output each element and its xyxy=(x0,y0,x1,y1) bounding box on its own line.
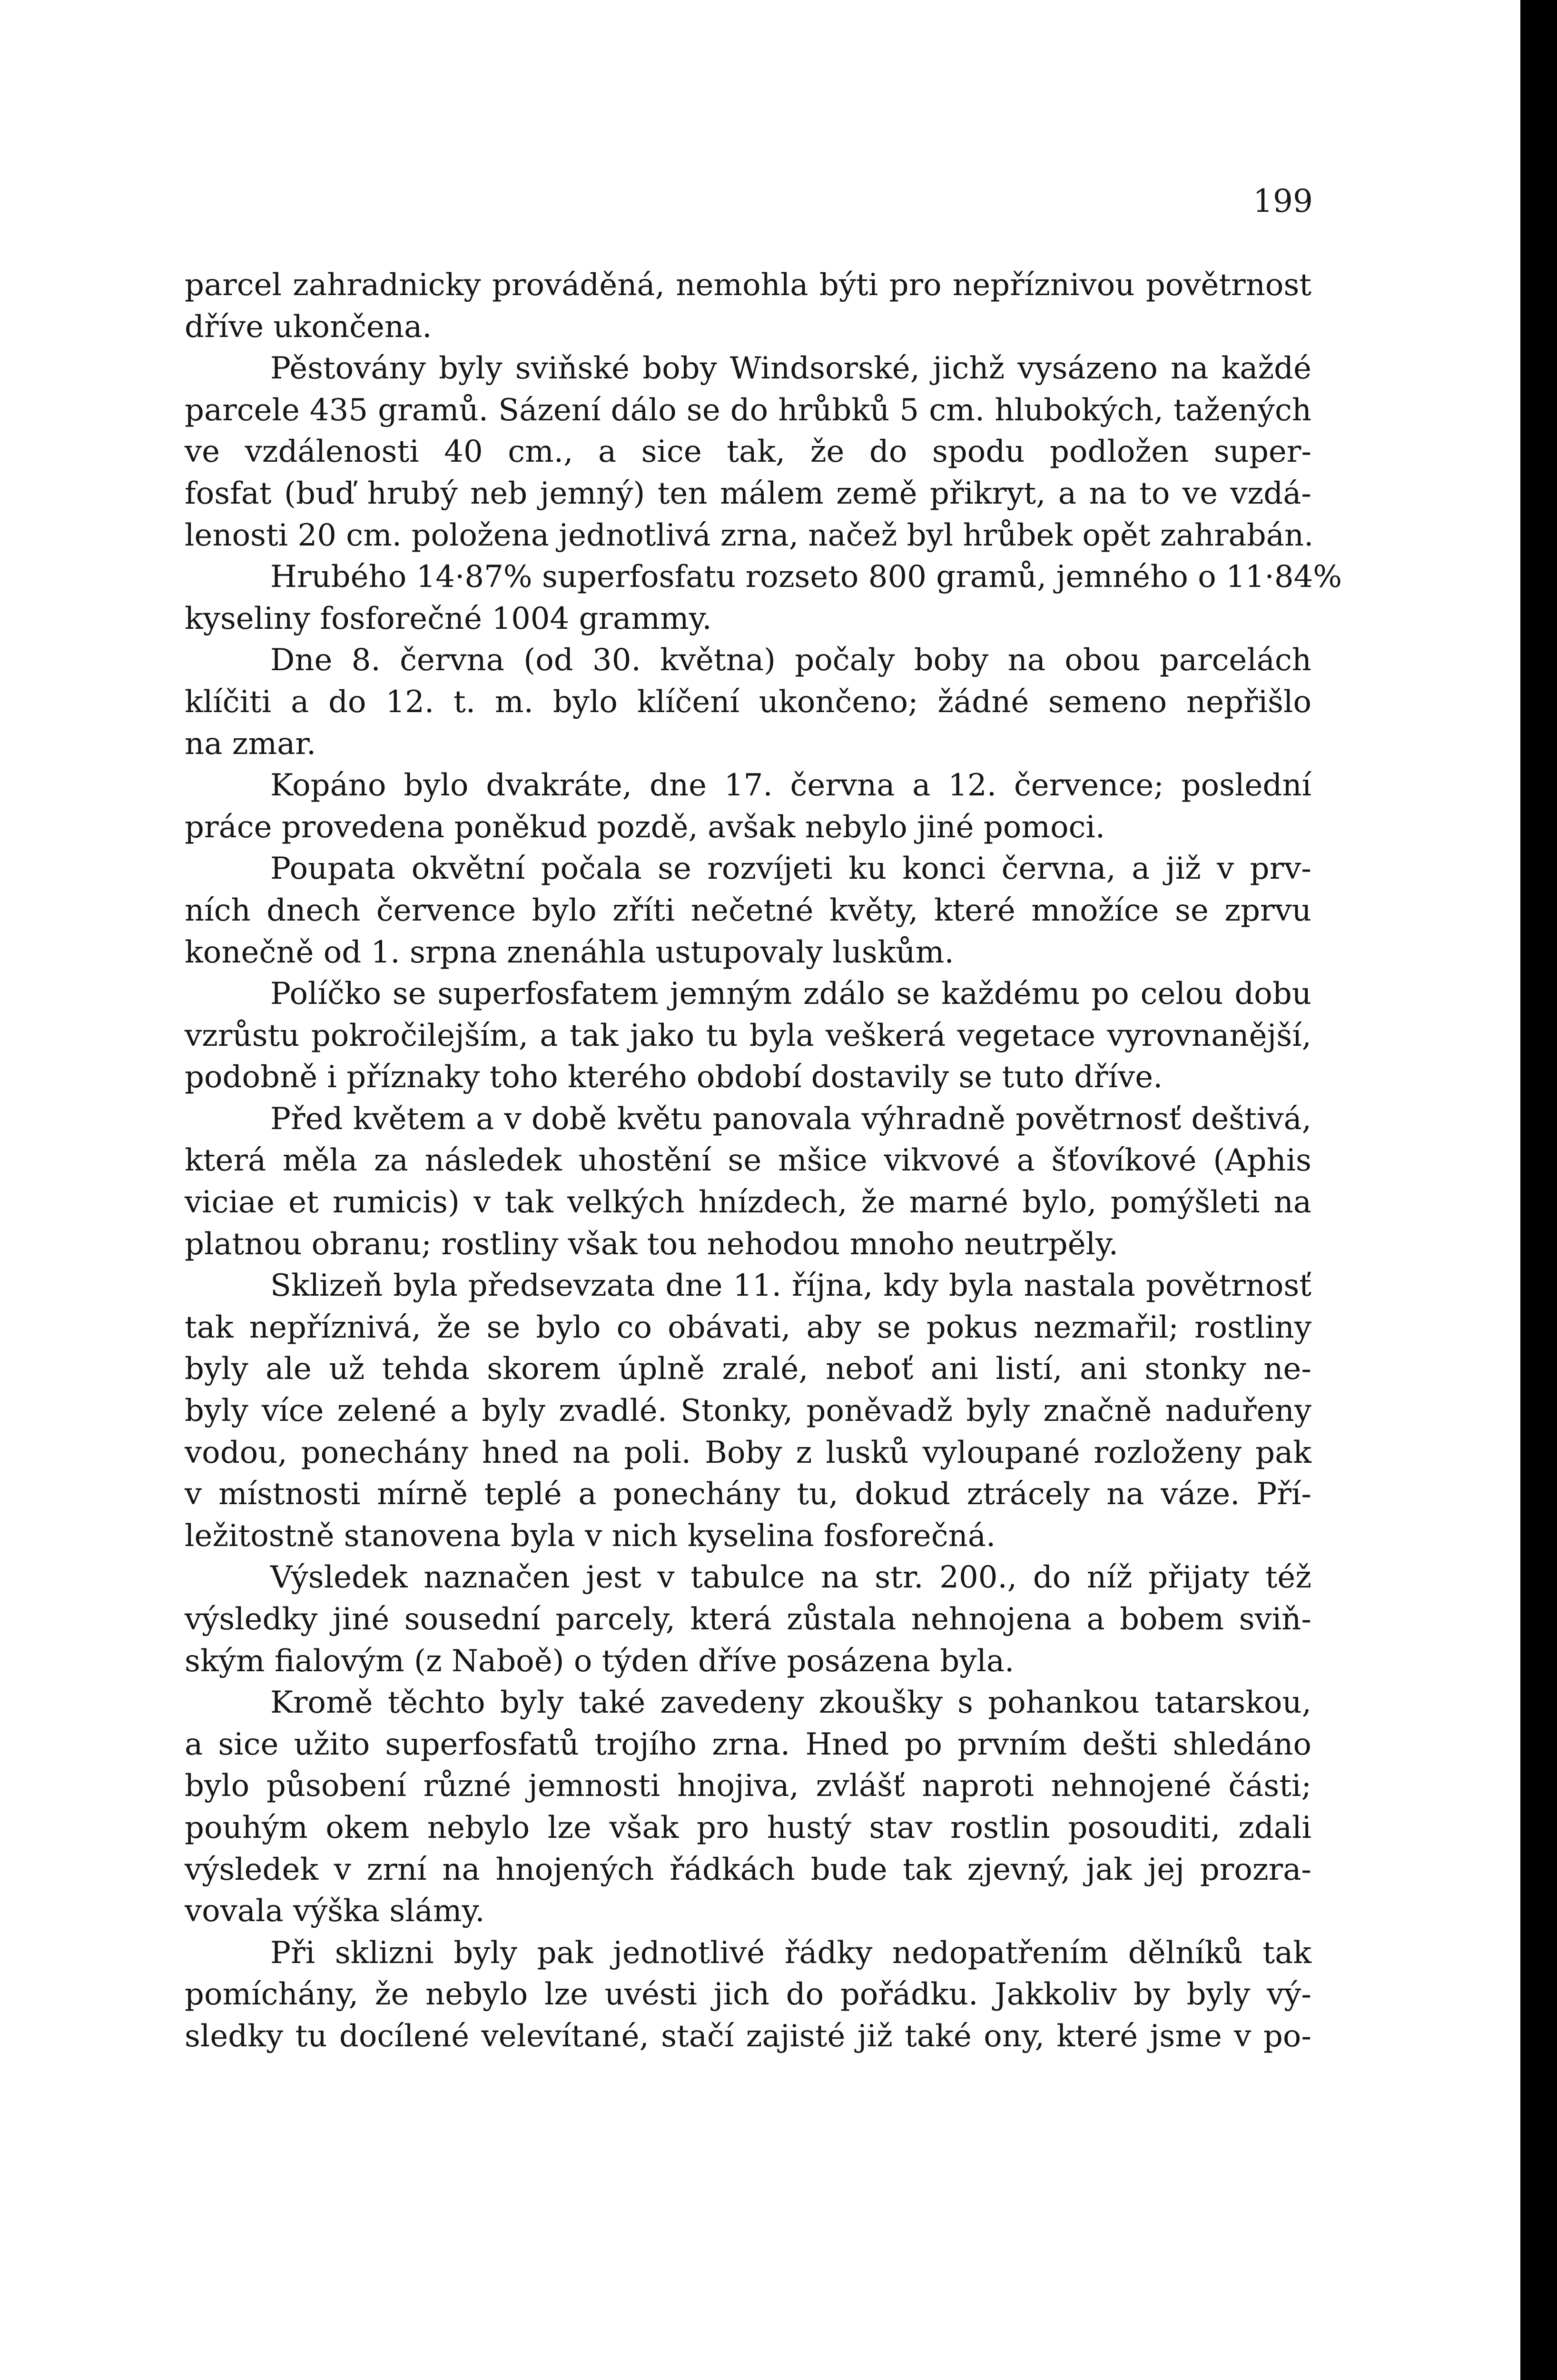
text-line: výsledek v zrní na hnojených řádkách bude tak zjevný, jak jej prozra- xyxy=(185,1852,1311,1887)
text-line: lenosti 20 cm. položena jednotlivá zrna, načež byl hrůbek opět zahrabán. xyxy=(185,517,1314,553)
text-line: bylo působení různé jemnosti hnojiva, zvlášť naproti nehnojené části; xyxy=(185,1768,1311,1804)
text-line: parcel zahradnicky prováděná, nemohla býti pro nepříznivou povětrnost xyxy=(185,268,1311,303)
text-line: Hrubého 14·87% superfosfatu rozseto 800 gramů, jemného o 11·84% xyxy=(270,559,1342,595)
text-line: vzrůstu pokročilejším, a tak jako tu byla veškerá vegetace vyrovnanější, xyxy=(185,1018,1311,1053)
text-line: byly ale už tehda skorem úplně zralé, neboť ani listí, ani stonky ne- xyxy=(185,1351,1311,1387)
text-line: Poupata okvětní počala se rozvíjeti ku konci června, a již v prv- xyxy=(270,851,1311,887)
text-line: viciae et rumicis) v tak velkých hnízdech, že marné bylo, pomýšleti na xyxy=(185,1185,1311,1220)
text-line: vovala výška slámy. xyxy=(185,1894,485,1929)
text-line: kyseliny fosforečné 1004 grammy. xyxy=(185,601,712,636)
text-line: pouhým okem nebylo lze však pro hustý stav rostlin posouditi, zdali xyxy=(185,1810,1311,1845)
text-line: ským fialovým (z Naboě) o týden dříve posázena byla. xyxy=(185,1643,1015,1679)
text-line: která měla za následek uhostění se mšice vikvové a šťovíkové (Aphis xyxy=(185,1143,1311,1179)
text-line: tak nepříznivá, že se bylo co obávati, aby se pokus nezmařil; rostliny xyxy=(185,1309,1311,1345)
text-line: Sklizeň byla předsevzata dne 11. října, kdy byla nastala povětrnosť xyxy=(270,1268,1311,1304)
text-line: Kromě těchto byly také zavedeny zkoušky s pohankou tatarskou, xyxy=(270,1685,1311,1721)
text-line: v místnosti mírně teplé a ponechány tu, dokud ztrácely na váze. Pří- xyxy=(185,1477,1311,1512)
text-line: parcele 435 gramů. Sázení dálo se do hrůbků 5 cm. hlubokých, tažených ve vzdálenosti 40 cm., a sice tak, že do spodu podložen super- xyxy=(185,392,1311,470)
text-line: fosfat (buď hrubý neb jemný) ten málem země přikryt, a na to ve vzdá- xyxy=(185,476,1311,511)
text-line: klíčiti a do 12. t. m. bylo klíčení ukončeno; žádné semeno nepřišlo xyxy=(185,684,1311,720)
text-line: dříve ukončena. xyxy=(185,309,432,345)
text-line: konečně od 1. srpna znenáhla ustupovaly luskům. xyxy=(185,934,954,970)
text-line: Kopáno bylo dvakráte, dne 17. června a 12. července; poslední xyxy=(270,768,1311,803)
text-line: a sice užito superfosfatů trojího zrna. Hned po prvním dešti shledáno xyxy=(185,1726,1311,1762)
text-line: práce provedena poněkud pozdě, avšak nebylo jiné pomoci. xyxy=(185,809,1105,845)
text-line: sledky tu docílené velevítané, stačí zajisté již také ony, které jsme v po- xyxy=(185,2018,1311,2054)
text-line: na zmar. xyxy=(185,726,316,762)
text-line: Při sklizni byly pak jednotlivé řádky nedopatřením dělníků tak xyxy=(270,1935,1311,1971)
text-line: pomíchány, že nebylo lze uvésti jich do pořádku. Jakkoliv by byly vý- xyxy=(185,1977,1311,2013)
text-line: Dne 8. června (od 30. května) počaly boby na obou parcelách xyxy=(270,643,1311,678)
text-line: Pěstovány byly sviňské boby Windsorské, jichž vysázeno na každé xyxy=(270,351,1311,387)
text-line: ních dnech července bylo zříti nečetné květy, které množíce se zprvu xyxy=(185,892,1311,928)
page-number: 199 xyxy=(1253,183,1313,219)
text-line: podobně i příznaky toho kterého období dostavily se tuto dříve. xyxy=(185,1060,1163,1095)
text-line: ležitostně stanovena byla v nich kyselina fosforečná. xyxy=(185,1518,996,1554)
text-line: Výsledek naznačen jest v tabulce na str. 200., do níž přijaty též xyxy=(270,1560,1311,1596)
text-line: platnou obranu; rostliny však tou nehodou mnoho neutrpěly. xyxy=(185,1226,1119,1262)
text-line: vodou, ponechány hned na poli. Boby z lusků vyloupané rozloženy pak xyxy=(185,1435,1311,1470)
text-line: Před květem a v době květu panovala výhradně povětrnosť deštivá, xyxy=(270,1101,1311,1137)
text-line: byly více zelené a byly zvadlé. Stonky, poněvadž byly značně naduřeny xyxy=(185,1393,1311,1429)
text-line: Políčko se superfosfatem jemným zdálo se každému po celou dobu xyxy=(270,976,1311,1012)
body-text xyxy=(185,265,1342,2058)
text-line: výsledky jiné sousední parcely, která zůstala nehnojena a bobem sviň- xyxy=(185,1602,1311,1637)
